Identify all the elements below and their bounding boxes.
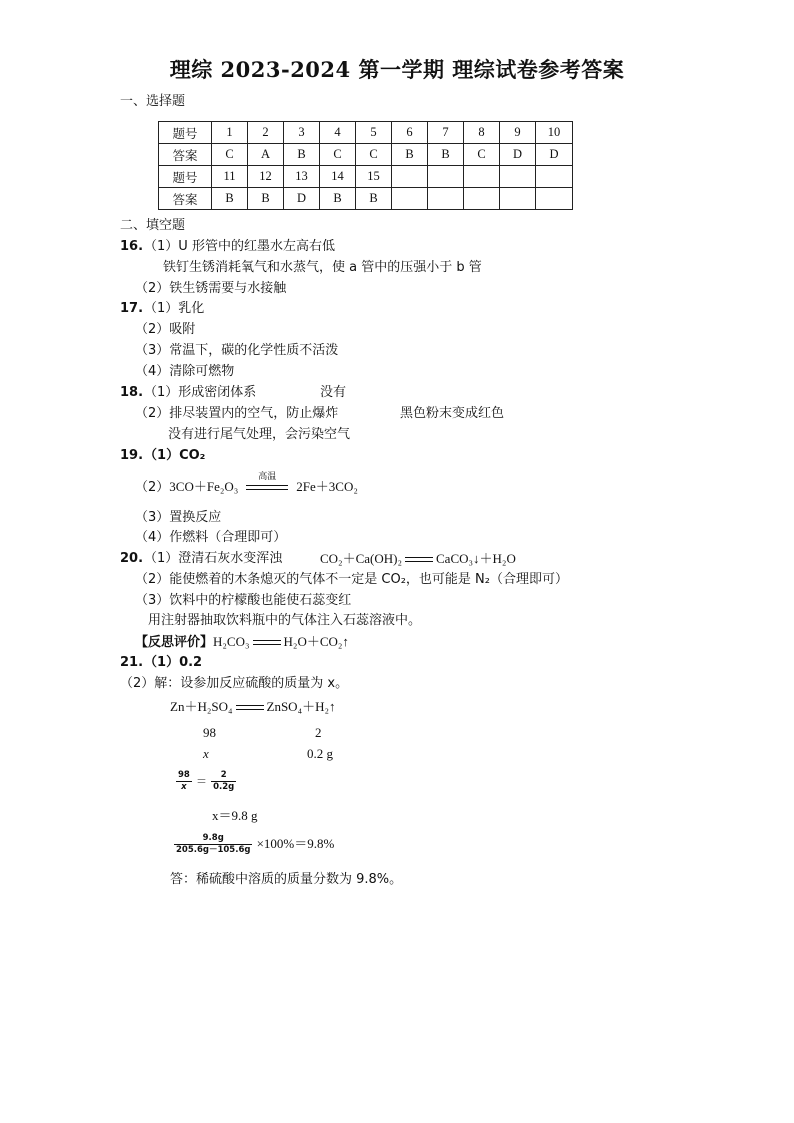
equation-right: CaCO₃↓＋H₂O [436, 551, 516, 566]
table-cell: A [248, 144, 284, 166]
table-cell [392, 166, 428, 188]
equals-sign-icon [246, 471, 288, 495]
question-number: 20. [120, 551, 144, 566]
table-cell: 6 [392, 122, 428, 144]
table-cell: 12 [248, 166, 284, 188]
answer-text: （1）0.2 [144, 655, 203, 670]
table-cell: 3 [284, 122, 320, 144]
answer-text: （3）常温下，碳的化学性质不活泼 [135, 343, 339, 358]
table-cell [536, 166, 573, 188]
question-number: 21. [120, 655, 144, 670]
table-cell: 8 [464, 122, 500, 144]
answer-text: （1）形成密闭体系 [144, 385, 257, 400]
denominator: 205.6g－105.6g [176, 845, 251, 855]
equation-right: 2Fe＋3CO₂ [296, 479, 358, 494]
table-cell: C [320, 144, 356, 166]
answer-text: （4）清除可燃物 [135, 364, 235, 379]
table-cell: 14 [320, 166, 356, 188]
percentage-equation [174, 833, 334, 856]
table-row [159, 166, 573, 188]
q20-line-1 [120, 551, 282, 567]
table-header-cell: 答案 [159, 188, 212, 210]
chemical-equation [320, 551, 516, 568]
table-cell: D [284, 188, 320, 210]
equals-sign-icon [253, 640, 281, 645]
molar-mass-1: 98 [203, 725, 216, 740]
page-title: 理综 2023-2024 第一学期 理综试卷参考答案 [169, 57, 625, 82]
table-cell: 7 [428, 122, 464, 144]
variable-x: x [203, 746, 209, 761]
equation-left: CO₂＋Ca(OH)₂ [320, 551, 402, 566]
answer-text: （2）铁生锈需要与水接触 [135, 281, 287, 296]
numerator: 9.8g [174, 833, 252, 845]
chemical-equation [170, 699, 336, 716]
answer-text: （1）U 形管中的红墨水左高右低 [144, 239, 335, 254]
table-cell: B [284, 144, 320, 166]
equation-left: 3CO＋Fe₂O₃ [169, 479, 239, 494]
table-cell [464, 188, 500, 210]
answer-text: 用注射器抽取饮料瓶中的气体注入石蕊溶液中。 [148, 613, 422, 628]
equals-sign: ＝ [195, 775, 207, 788]
question-number: 19. [120, 448, 144, 463]
answer-prefix: （2） [135, 480, 170, 495]
answer-text: （2）吸附 [135, 322, 196, 337]
answer-text: （2）排尽装置内的空气，防止爆炸 [135, 406, 339, 421]
denominator: 0.2g [213, 782, 235, 792]
section-heading-choice: 一、选择题 [120, 94, 186, 109]
answer-text: （2）能使燃着的木条熄灭的气体不一定是 CO₂，也可能是 N₂（合理即可） [135, 572, 568, 587]
equals-sign-icon [405, 557, 433, 562]
reaction-condition: 高温 [258, 471, 277, 482]
section-heading-fill: 二、填空题 [120, 218, 186, 233]
table-cell: 5 [356, 122, 392, 144]
q18-line-1 [120, 385, 256, 401]
table-header-cell: 题号 [159, 166, 212, 188]
table-cell [500, 188, 536, 210]
table-cell: B [212, 188, 248, 210]
table-cell [536, 188, 573, 210]
table-cell: D [536, 144, 573, 166]
table-cell [428, 188, 464, 210]
table-cell [428, 166, 464, 188]
given-mass: 0.2 g [307, 746, 333, 761]
table-cell: 11 [212, 166, 248, 188]
table-cell: C [356, 144, 392, 166]
q21-line-1 [120, 655, 202, 671]
answer-text: 没有进行尾气处理，会污染空气 [168, 427, 351, 442]
table-cell: B [356, 188, 392, 210]
answer-text: （1）乳化 [144, 301, 205, 316]
molar-mass-2: 2 [315, 725, 322, 740]
equals-sign-icon [236, 705, 264, 710]
result-line: x＝9.8 g [212, 808, 258, 823]
chemical-equation [135, 471, 358, 496]
answer-text: 铁钉生锈消耗氧气和水蒸气，使 a 管中的压强小于 b 管 [163, 260, 482, 275]
final-answer: 答：稀硫酸中溶质的质量分数为 9.8%。 [170, 872, 403, 887]
table-cell: 4 [320, 122, 356, 144]
table-row [159, 122, 573, 144]
q19-line-1 [120, 448, 205, 464]
answer-text: （3）置换反应 [135, 510, 222, 525]
table-cell: B [320, 188, 356, 210]
answer-text: （1）CO₂ [144, 448, 206, 463]
reflection-label: 【反思评价】 [135, 635, 214, 650]
table-cell: 9 [500, 122, 536, 144]
table-cell: C [212, 144, 248, 166]
table-row [159, 144, 573, 166]
reflection-line [135, 634, 349, 651]
table-row [159, 188, 573, 210]
question-number: 16. [120, 239, 144, 254]
question-number: 18. [120, 385, 144, 400]
denominator: x [181, 782, 187, 792]
table-cell: 13 [284, 166, 320, 188]
equation-left: Zn＋H₂SO₄ [170, 699, 233, 714]
table-cell [464, 166, 500, 188]
table-cell: 2 [248, 122, 284, 144]
fraction [176, 770, 192, 793]
equation-left: H₂CO₃ [213, 634, 250, 649]
table-cell: B [392, 144, 428, 166]
table-cell: B [428, 144, 464, 166]
table-cell: 10 [536, 122, 573, 144]
answer-table [158, 121, 573, 210]
table-cell [392, 188, 428, 210]
fraction [211, 770, 236, 793]
table-cell [500, 166, 536, 188]
numerator: 98 [178, 770, 190, 780]
table-header-cell: 题号 [159, 122, 212, 144]
answer-text: （2）解：设参加反应硫酸的质量为 x。 [120, 676, 349, 691]
q17-line-1 [120, 301, 204, 317]
table-header-cell: 答案 [159, 144, 212, 166]
answer-text: （1）澄清石灰水变浑浊 [144, 551, 283, 566]
answer-text: 没有 [320, 385, 347, 400]
ratio-equation [176, 770, 236, 793]
table-cell: C [464, 144, 500, 166]
percentage-tail: ×100%＝9.8% [256, 836, 335, 851]
numerator: 2 [211, 770, 236, 782]
question-number: 17. [120, 301, 144, 316]
table-cell: 1 [212, 122, 248, 144]
table-cell: 15 [356, 166, 392, 188]
equation-right: ZnSO₄＋H₂↑ [266, 699, 336, 714]
answer-text: （4）作燃料（合理即可） [135, 530, 287, 545]
table-cell: B [248, 188, 284, 210]
fraction [174, 833, 252, 856]
answer-text: （3）饮料中的柠檬酸也能使石蕊变红 [135, 593, 352, 608]
equation-right: H₂O＋CO₂↑ [283, 634, 349, 649]
q16-line-1 [120, 239, 335, 255]
table-cell: D [500, 144, 536, 166]
answer-text: 黑色粉末变成红色 [400, 406, 505, 421]
